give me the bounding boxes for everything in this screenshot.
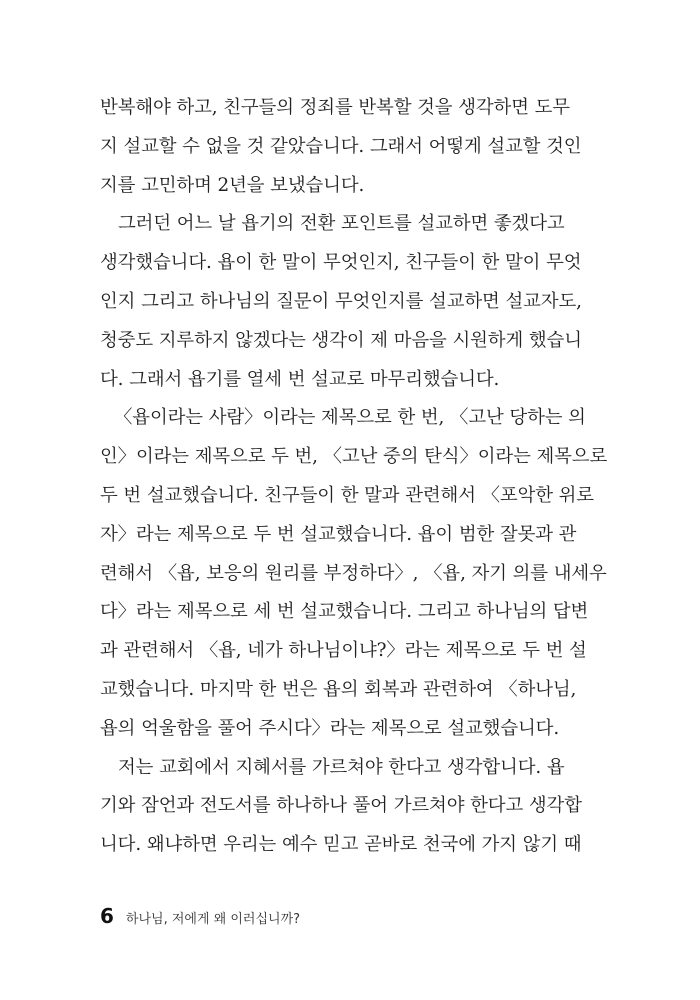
text-line: 다. 그래서 욥기를 열세 번 설교로 마무리했습니다. [100, 368, 500, 390]
text-line: 과 관련해서 〈욥, 네가 하나님이냐?〉라는 제목으로 두 번 설 [100, 640, 587, 662]
text-line: 교했습니다. 마지막 한 번은 욥의 회복과 관련하여 〈하나님, [100, 678, 577, 700]
text-line: 저는 교회에서 지혜서를 가르쳐야 한다고 생각합니다. 욥 [118, 756, 565, 778]
text-line: 니다. 왜냐하면 우리는 예수 믿고 곧바로 천국에 가지 않기 때 [100, 834, 582, 856]
running-title: 하나님, 저에게 왜 이러십니까? [125, 912, 301, 927]
text-line: 지를 고민하며 2년을 보냈습니다. [100, 174, 365, 196]
text-line: 다〉라는 제목으로 세 번 설교했습니다. 그리고 하나님의 답변 [100, 601, 589, 623]
text-line: 욥의 억울함을 풀어 주시다〉라는 제목으로 설교했습니다. [100, 717, 560, 739]
text-line: 반복해야 하고, 친구들의 정죄를 반복할 것을 생각하면 도무 [100, 97, 570, 118]
text-line: 지 설교할 수 없을 것 같았습니다. 그래서 어떻게 설교할 것인 [100, 135, 582, 157]
text-line: 련해서 〈욥, 보응의 원리를 부정하다〉, 〈욥, 자기 의를 내세우 [100, 562, 607, 584]
text-line: 두 번 설교했습니다. 친구들이 한 말과 관련해서 〈포악한 위로 [100, 484, 594, 506]
text-line: 청중도 지루하지 않겠다는 생각이 제 마음을 시원하게 했습니 [100, 329, 582, 351]
text-line: 인지 그리고 하나님의 질문이 무엇인지를 설교하면 설교자도, [100, 290, 582, 312]
page-number: 6 [100, 904, 114, 928]
text-line: 기와 잠언과 전도서를 하나하나 풀어 가르쳐야 한다고 생각합 [100, 795, 582, 817]
body-text [100, 89, 608, 865]
text-line: 자〉라는 제목으로 두 번 설교했습니다. 욥이 범한 잘못과 관 [100, 523, 577, 545]
text-line: 〈욥이라는 사람〉이라는 제목으로 한 번, 〈고난 당하는 의 [114, 407, 586, 429]
text-line: 인〉이라는 제목으로 두 번, 〈고난 중의 탄식〉이라는 제목으로 [100, 446, 608, 468]
text-line: 생각했습니다. 욥이 한 말이 무엇인지, 친구들이 한 말이 무엇 [100, 252, 582, 274]
page-footer [100, 904, 300, 928]
text-line: 그러던 어느 날 욥기의 전환 포인트를 설교하면 좋겠다고 [118, 213, 565, 235]
